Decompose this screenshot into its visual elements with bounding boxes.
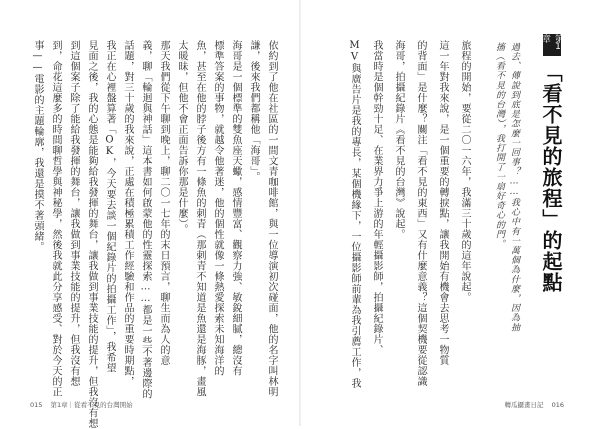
paragraph-line: 到這個案子除了能給我發揮的舞台，讓我做到事業技能的提升，但我沒有想 <box>68 40 79 387</box>
paragraph-line: 海哥是一個標準的雙魚座天蠍，感情豐富、觀察力強、敏銳細膩，總沒有 <box>230 40 241 376</box>
paragraph-line: 標準答案的事物，就越令他著迷，他的個性就像一條熱愛探索未知海洋的 <box>212 40 223 376</box>
paragraph-line: 義，聊「輪迴與神話」這本書如何啟蒙他的性靈探索……都是一些不著邊際的 <box>140 40 151 399</box>
paragraph-line: 那天我們從下午聊到晚上，聊二〇一七年的末日預言，聊生而為人的意 <box>158 40 169 366</box>
paragraph-line: 太暖昧，但他不會正面告訴你那是什麼）。 <box>176 40 187 235</box>
chapter-quote-line: 搐（看不見的台灣），我打開了一扇好奇心的門。 <box>494 42 504 249</box>
paragraph-line: 我正在心裡盤算著「OK，今天要去談一個紀錄片的拍攝工作」，我希望 <box>104 40 115 373</box>
paragraph-line: 謙，後來我們都稱他「海哥」。 <box>248 40 259 182</box>
paragraph-line: 這一年對我來說，是一個重要的轉捩點，讓我開始有機會去思考一物質 <box>437 40 448 366</box>
page-gutter <box>299 0 301 426</box>
paragraph-line: 到，命花這麼多的時間聊哲學與神秘學，然後我就此分享感受、對於今天的正 <box>50 40 61 397</box>
paragraph-line: 見面之後，我的心態是能夠給我發揮的舞台，讓我做到事業技能的提升，但我沒有想 <box>86 40 97 429</box>
left-footer <box>30 400 139 409</box>
paragraph-line: 海哥，拍攝紀錄片《看不見的台灣》說起。 <box>393 40 404 240</box>
paragraph-line: 依約到了他在社區的一間文青咖啡館，與一位導演初次碰面，他的名字叫林明 <box>266 40 277 397</box>
right-footer <box>505 400 571 409</box>
right-page-number: 016 <box>551 401 564 409</box>
chapter-title: 「看不見的旅程」的起點 <box>539 62 563 293</box>
paragraph-line: 我當時是個幹勁十足、在業界力爭上游的年輕攝影師，拍攝紀錄片、 <box>371 40 382 355</box>
paragraph-line: 事——電影的主題輪廓，我還是摸不著頭緒。 <box>32 40 43 252</box>
left-running-head: 第1章｜從看不見的台灣開始 <box>50 401 133 409</box>
paragraph-line: 話題，對三十歲的我來說，正處在積極累積工作經驗和作品的重要時期點， <box>122 40 133 387</box>
right-running-head: 轉瓜攝畫日記 <box>504 401 544 409</box>
paragraph-line: MV與廣告片是我的專長，某個機緣下，一位攝影師前輩為我引薦工作，我 <box>349 40 360 389</box>
paragraph-line: 的背面」是什麼？關注「看不見的東西」又有什麼意義？這個契機要從認識 <box>415 40 426 387</box>
paragraph-line: 魚，甚至在他的脖子後方有一條魚的刺青（那刺青不知道是魚還是海豚，畫風 <box>194 40 205 397</box>
chapter-quote-line: 過去、傳說到底是怎麼一回事？……我心中有一萬個為什麼，因為抽 <box>509 42 519 332</box>
chapter-label: 第1章 <box>543 34 561 56</box>
paragraph-line: 旅程的開始，要從二〇一六年，我滿三十歲的這年說起。 <box>459 40 470 303</box>
left-page-number: 015 <box>30 401 43 409</box>
